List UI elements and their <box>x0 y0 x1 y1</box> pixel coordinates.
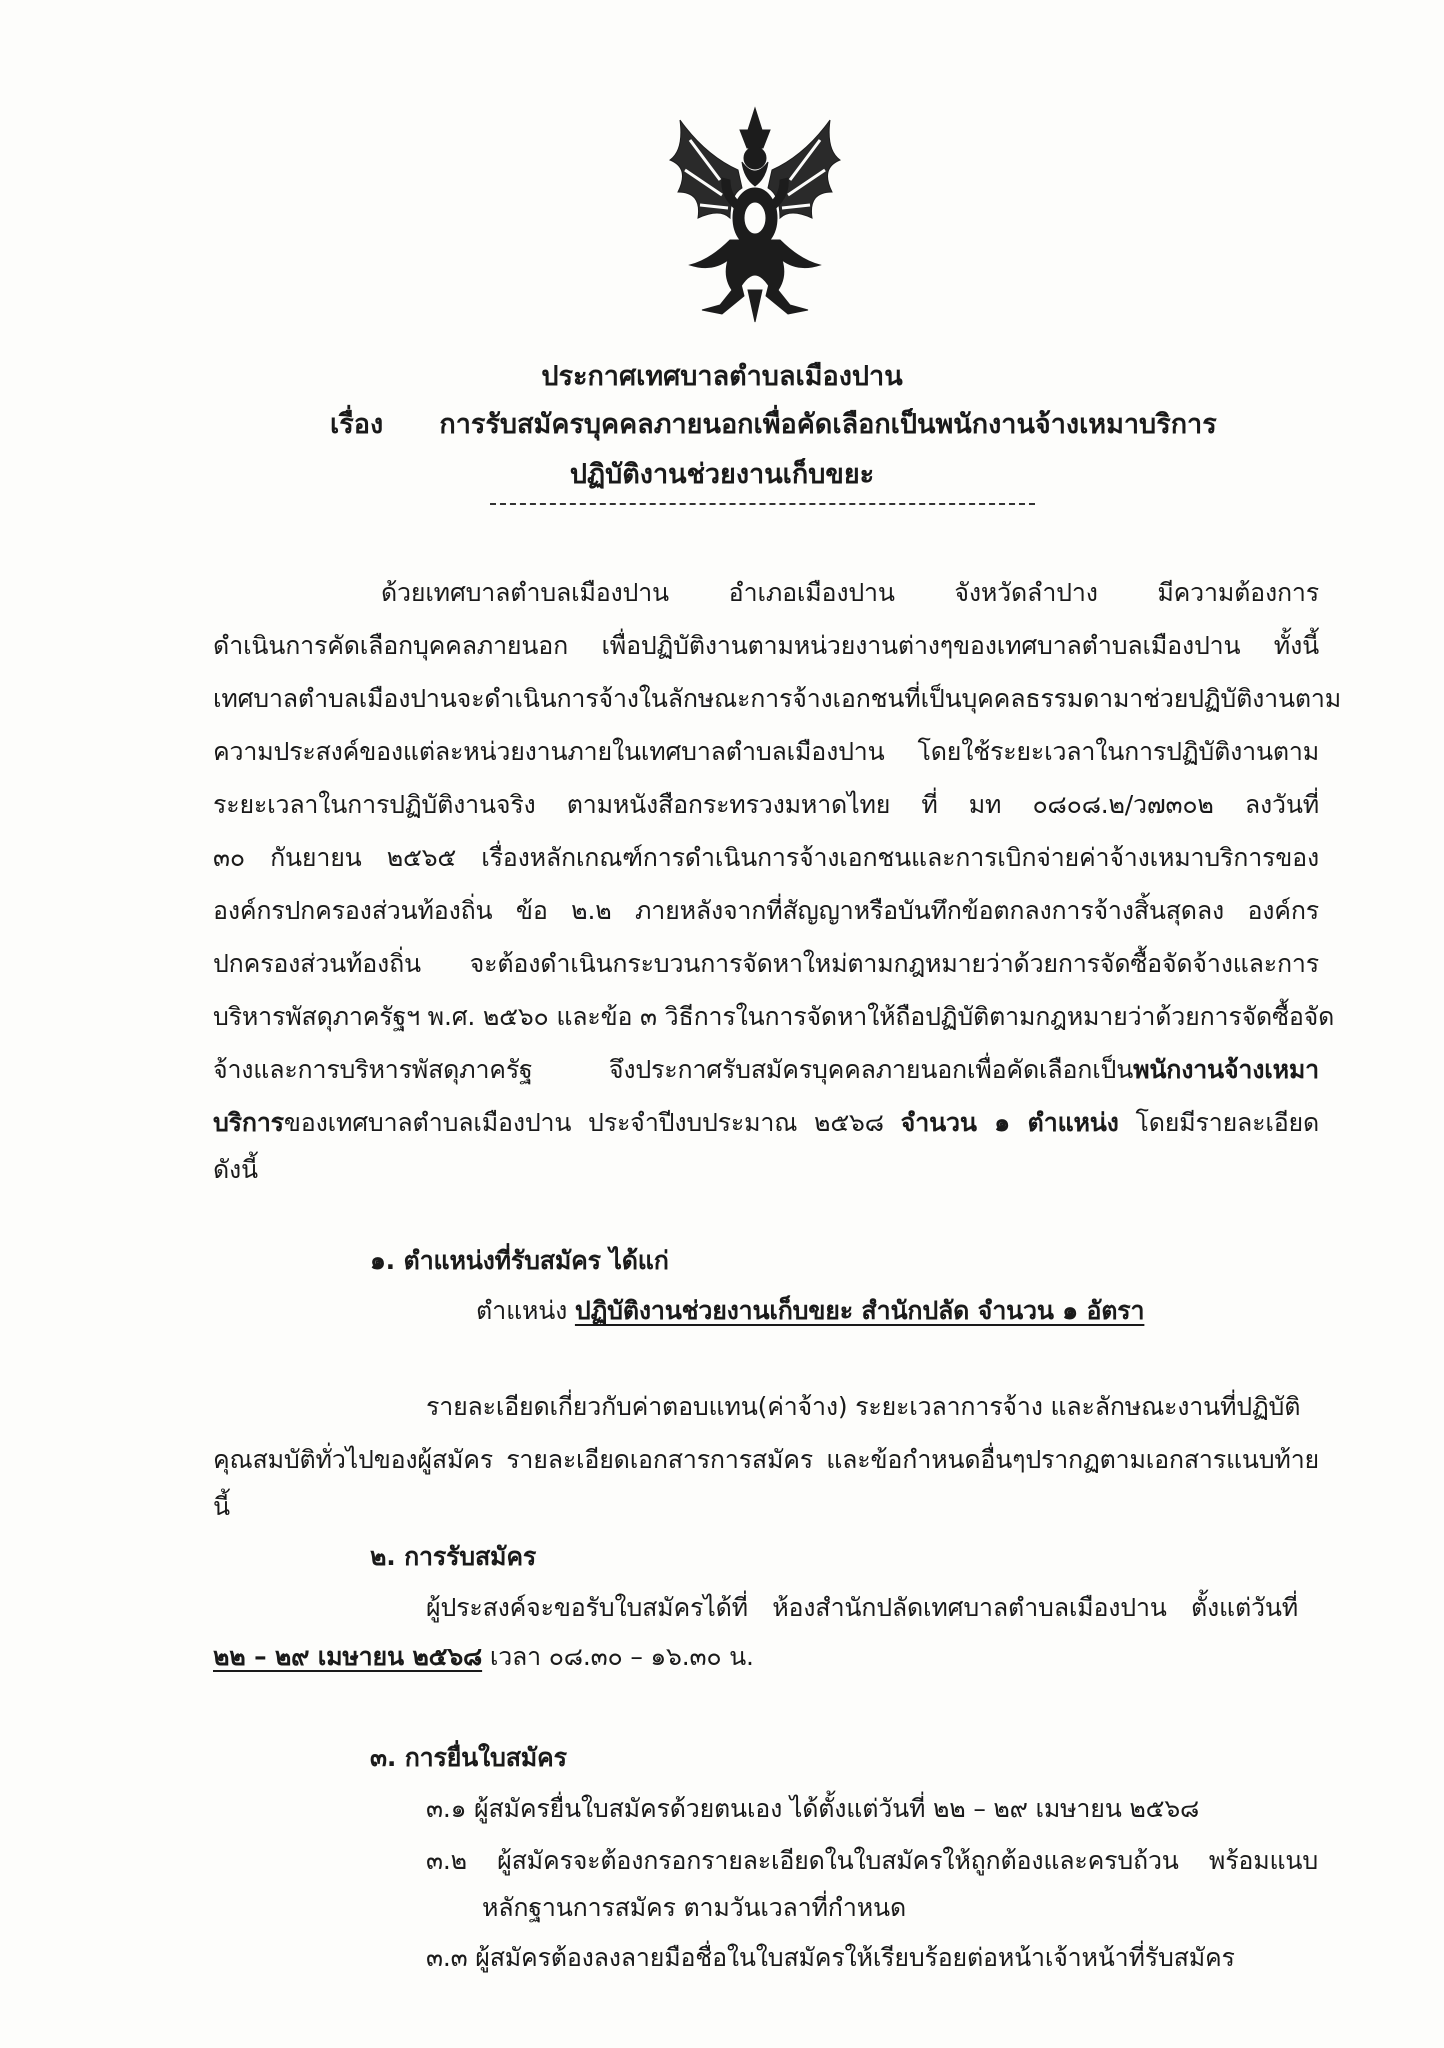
position-value: ปฏิบัติงานช่วยงานเก็บขยะ สำนักปลัด จำนวน ๑ อัตรา <box>574 1296 1145 1325</box>
details-line-2: คุณสมบัติทั่วไปของผู้สมัคร รายละเอียดเอกสารการสมัคร และข้อกำหนดอื่นๆปรากฏตามเอกสารแนบท้าย <box>213 1445 1319 1474</box>
section2-line-1: ผู้ประสงค์จะขอรับใบสมัครได้ที่ ห้องสำนักปลัดเทศบาลตำบลเมืองปาน ตั้งแต่วันที่ <box>426 1593 1298 1622</box>
intro-line-12: ดังนี้ <box>213 1155 258 1184</box>
section3-item-1: ๓.๑ ผู้สมัครยื่นใบสมัครด้วยตนเอง ได้ตั้งแต่วันที่ ๒๒ – ๒๙ เมษายน ๒๕๖๘ <box>426 1794 1200 1823</box>
intro-line-1: ด้วยเทศบาลตำบลเมืองปาน อำเภอเมืองปาน จังหวัดลำปาง มีความต้องการ <box>381 578 1319 607</box>
intro-line-6: ๓๐ กันยายน ๒๕๖๕ เรื่องหลักเกณฑ์การดำเนินการจ้างเอกชนและการเบิกจ่ายค่าจ้างเหมาบริการของ <box>213 843 1319 872</box>
section2-line-2 <box>213 1637 754 1677</box>
position-label: ตำแหน่ง <box>476 1296 575 1325</box>
subject-text: การรับสมัครบุคคลภายนอกเพื่อคัดเลือกเป็นพนักงานจ้างเหมาบริการ <box>439 409 1217 440</box>
intro-line-8: ปกครองส่วนท้องถิ่น จะต้องดำเนินกระบวนการจัดหาใหม่ตามกฎหมายว่าด้วยการจัดซื้อจัดจ้างและการ <box>213 949 1319 978</box>
details-line-1: รายละเอียดเกี่ยวกับค่าตอบแทน(ค่าจ้าง) ระยะเวลาการจ้าง และลักษณะงานที่ปฏิบัติ <box>426 1392 1301 1421</box>
intro-line-11 <box>213 1103 1319 1143</box>
announcement-title: ประกาศเทศบาลตำบลเมืองปาน <box>541 361 903 392</box>
application-date: ๒๒ – ๒๙ เมษายน ๒๕๖๘ <box>213 1642 483 1671</box>
intro-line-4: ความประสงค์ของแต่ละหน่วยงานภายในเทศบาลตำบลเมืองปาน โดยใช้ระยะเวลาในการปฏิบัติงานตาม <box>213 737 1319 766</box>
section3-item-3: ๓.๓ ผู้สมัครต้องลงลายมือชื่อในใบสมัครให้เรียบร้อยต่อหน้าเจ้าหน้าที่รับสมัคร <box>426 1943 1235 1972</box>
intro-line-11-bold: บริการ <box>213 1108 284 1137</box>
garuda-emblem-icon <box>650 100 860 325</box>
subject-text-line2: ปฏิบัติงานช่วยงานเก็บขยะ <box>569 459 875 490</box>
section1-heading: ๑. ตำแหน่งที่รับสมัคร ได้แก่ <box>370 1246 669 1275</box>
section2-heading: ๒. การรับสมัคร <box>370 1542 537 1571</box>
subject-label: เรื่อง <box>330 409 384 440</box>
intro-line-2: ดำเนินการคัดเลือกบุคคลภายนอก เพื่อปฏิบัติงานตามหน่วยงานต่างๆของเทศบาลตำบลเมืองปาน ทั้งนี้ <box>213 631 1319 660</box>
intro-line-5: ระยะเวลาในการปฏิบัติงานจริง ตามหนังสือกระทรวงมหาดไทย ที่ มท ๐๘๐๘.๒/ว๗๓๐๒ ลงวันที่ <box>213 790 1319 819</box>
intro-line-11-tail: โดยมีรายละเอียด <box>1118 1108 1320 1137</box>
intro-line-3: เทศบาลตำบลเมืองปานจะดำเนินการจ้างในลักษณะการจ้างเอกชนที่เป็นบุคคลธรรมดามาช่วยปฏิบัติงานตาม <box>213 684 1342 713</box>
intro-line-11-text: ของเทศบาลตำบลเมืองปาน ประจำปีงบประมาณ ๒๕๖๘ <box>283 1108 901 1137</box>
section3-item-2: ๓.๒ ผู้สมัครจะต้องกรอกรายละเอียดในใบสมัครให้ถูกต้องและครบถ้วน พร้อมแนบ <box>426 1846 1318 1875</box>
intro-line-10-bold: พนักงานจ้างเหมา <box>1133 1055 1319 1084</box>
section3-heading: ๓. การยื่นใบสมัคร <box>370 1743 567 1772</box>
intro-line-7: องค์กรปกครองส่วนท้องถิ่น ข้อ ๒.๒ ภายหลังจากที่สัญญาหรือบันทึกข้อตกลงการจ้างสิ้นสุดลง องค์กร <box>213 896 1319 925</box>
section1-position <box>476 1291 1144 1331</box>
details-line-3: นี้ <box>213 1492 230 1521</box>
intro-line-9: บริหารพัสดุภาครัฐฯ พ.ศ. ๒๕๖๐ และข้อ ๓ วิธีการในการจัดหาให้ถือปฏิบัติตามกฎหมายว่าด้วยการจัดซื้อจัด <box>213 1002 1335 1031</box>
subject-line <box>330 405 1217 445</box>
application-time: เวลา ๐๘.๓๐ – ๑๖.๓๐ น. <box>482 1642 754 1671</box>
intro-line-10-text: จ้างและการบริหารพัสดุภาครัฐ จึงประกาศรับสมัครบุคคลภายนอกเพื่อคัดเลือกเป็น <box>213 1055 1134 1084</box>
intro-line-10 <box>213 1050 1319 1090</box>
header-divider <box>490 503 1035 505</box>
section3-item-2-cont: หลักฐานการสมัคร ตามวันเวลาที่กำหนด <box>482 1893 906 1922</box>
intro-line-11-count: จำนวน ๑ ตำแหน่ง <box>900 1108 1119 1137</box>
